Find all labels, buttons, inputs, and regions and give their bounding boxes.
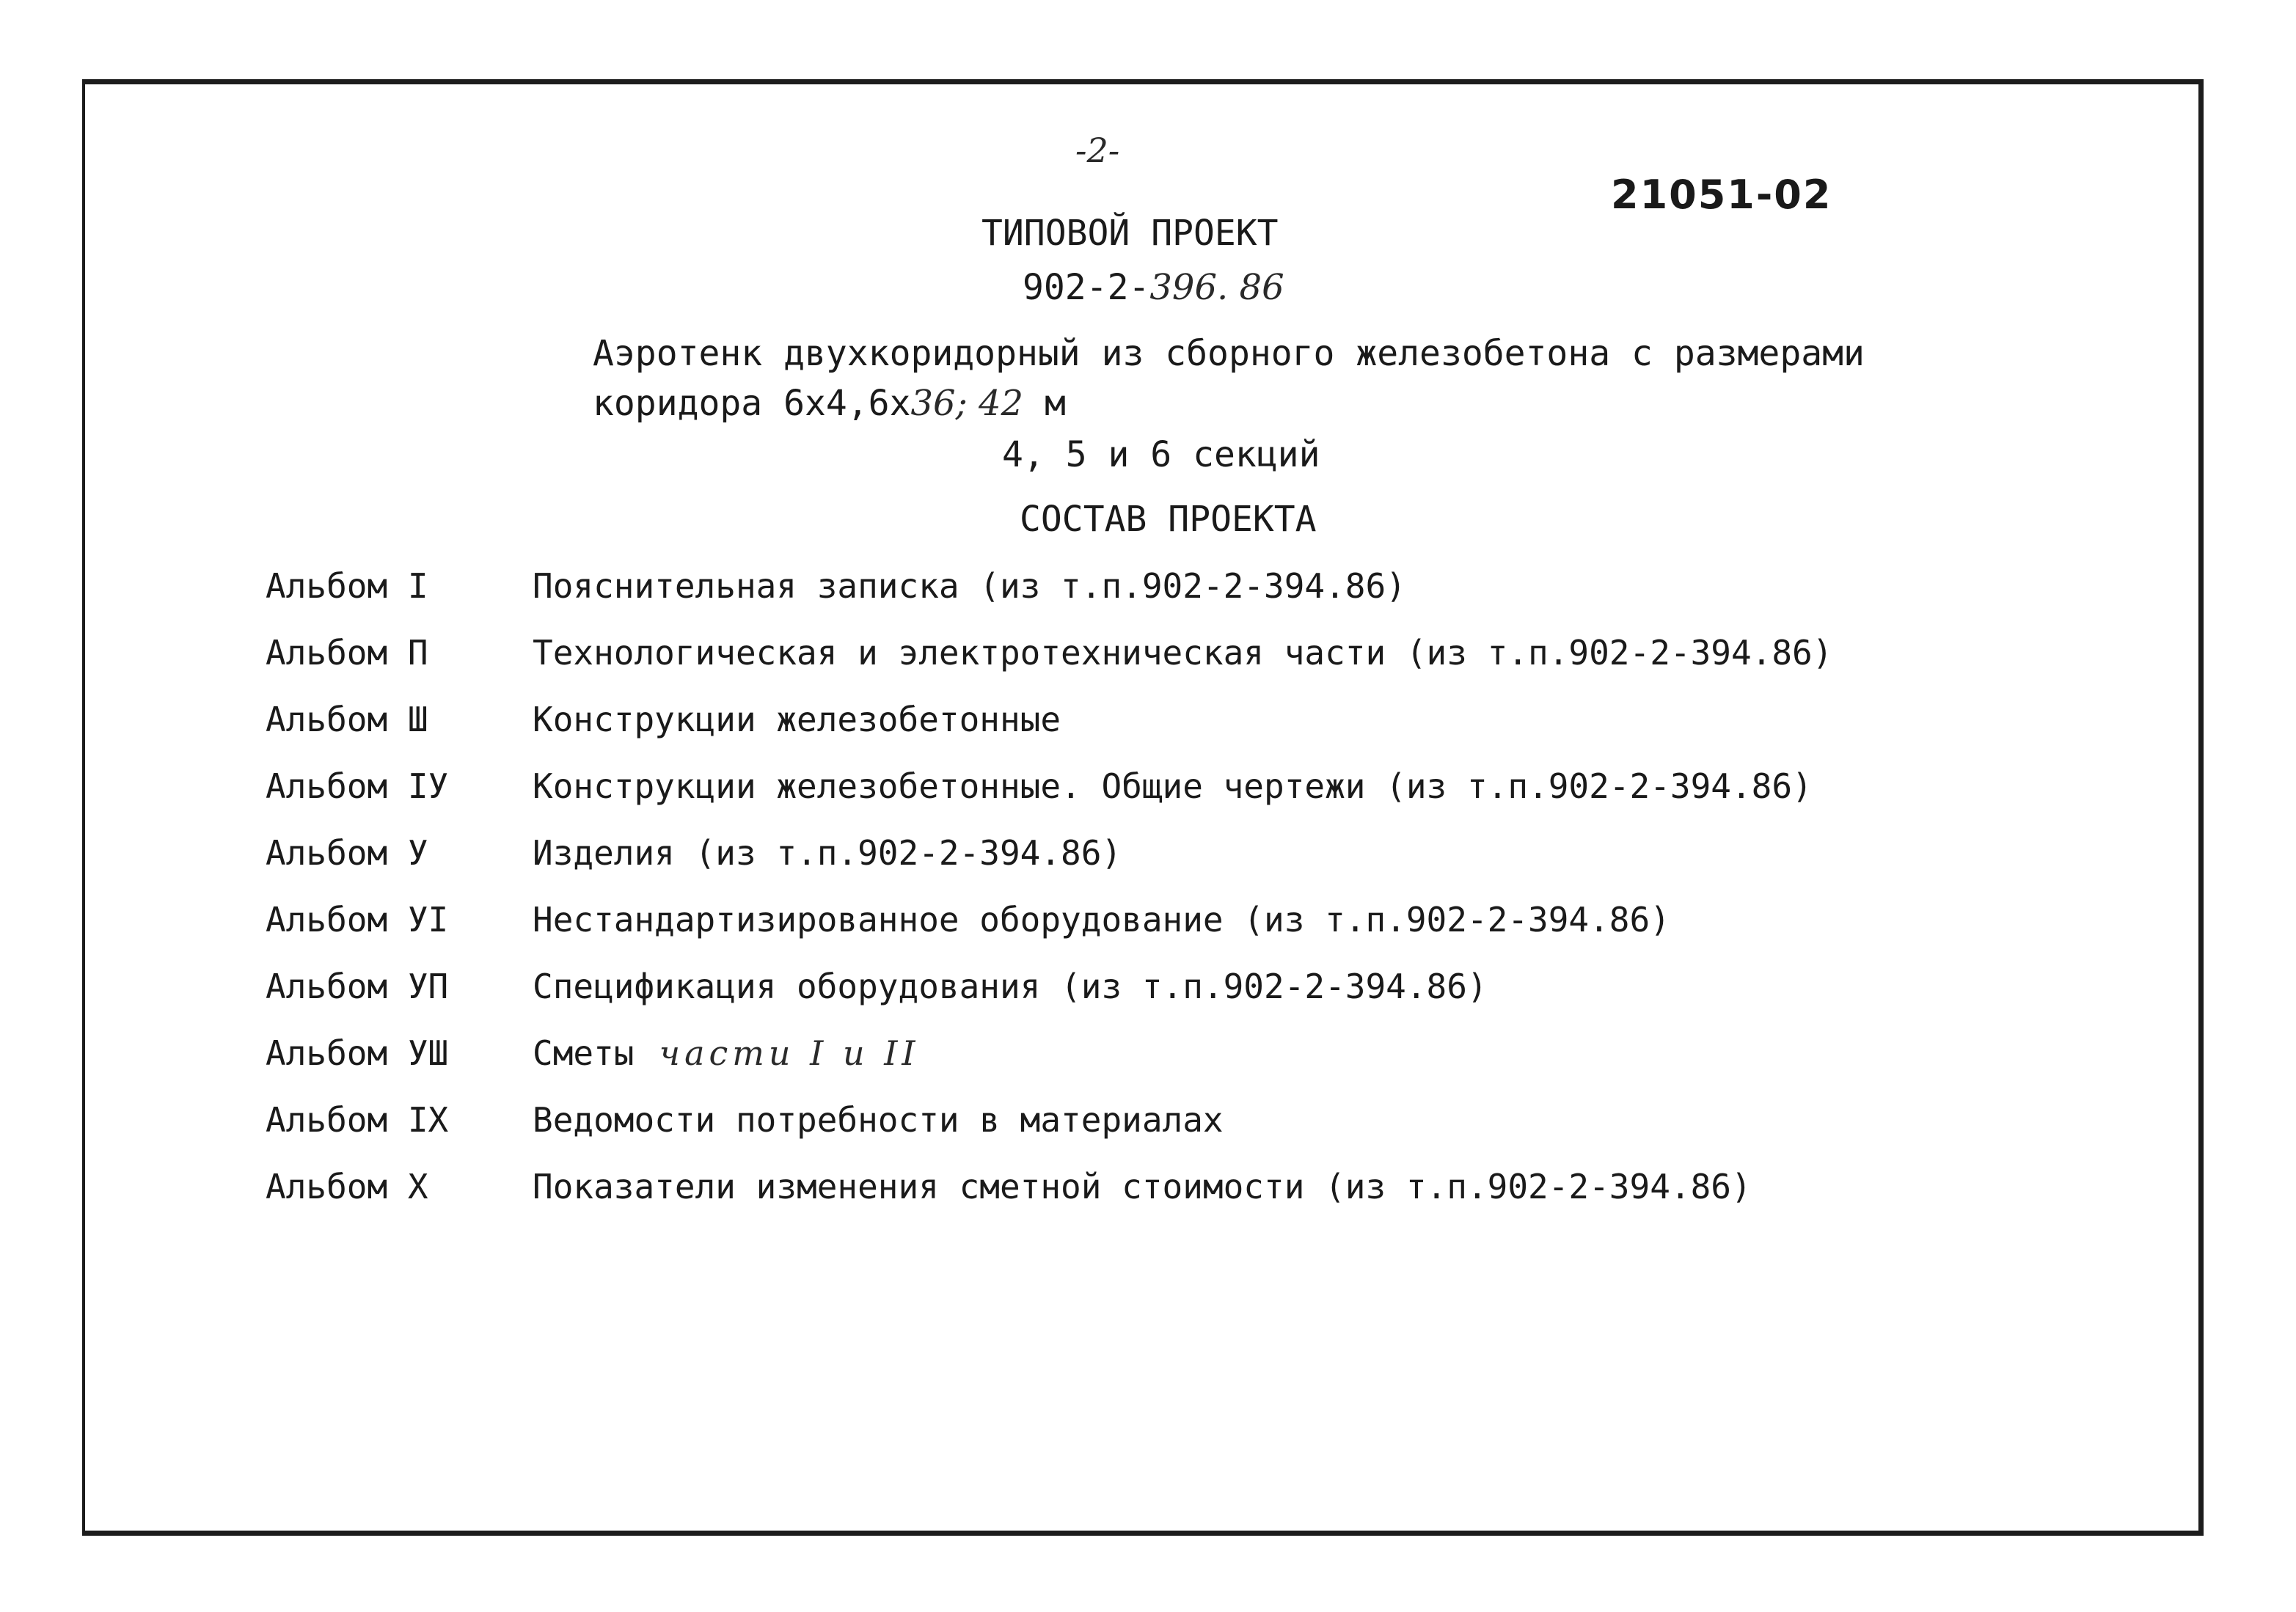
album-title: Нестандартизированное оборудование (из т.п.902-2-394.86)	[533, 900, 1670, 939]
album-list	[266, 566, 2173, 1234]
album-row	[266, 1167, 2173, 1234]
title-line-2-handwritten: 36; 42	[910, 383, 1024, 424]
title-line-1: Аэротенк двухкоридорный из сборного железобетона с размерами	[593, 333, 1865, 374]
album-title: Конструкции железобетонные	[533, 700, 1061, 739]
album-label: Альбом УI	[266, 900, 449, 939]
album-row	[266, 633, 2173, 700]
album-label: Альбом П	[266, 633, 428, 673]
album-label: Альбом IX	[266, 1100, 449, 1140]
title-line-2-prefix: коридора 6х4,6х	[593, 383, 911, 424]
album-label: Альбом I	[266, 566, 428, 606]
album-label: Альбом X	[266, 1167, 428, 1206]
album-row	[266, 1033, 2173, 1100]
project-type: ТИПОВОЙ ПРОЕКТ	[981, 213, 1279, 254]
album-row	[266, 1100, 2173, 1167]
album-label: Альбом Ш	[266, 700, 428, 739]
album-title: Изделия (из т.п.902-2-394.86)	[533, 833, 1122, 873]
composition-heading: СОСТАВ ПРОЕКТА	[1020, 499, 1317, 540]
sections-line: 4, 5 и 6 секций	[1002, 434, 1320, 475]
album-title	[533, 1033, 920, 1073]
album-label: Альбом У	[266, 833, 428, 873]
album-title: Пояснительная записка (из т.п.902-2-394.86)	[533, 566, 1406, 606]
album-title: Конструкции железобетонные. Общие чертежи (из т.п.902-2-394.86)	[533, 766, 1813, 806]
handwritten-note: части I и II	[659, 1033, 920, 1073]
album-row	[266, 833, 2173, 900]
album-row	[266, 900, 2173, 967]
album-row	[266, 566, 2173, 633]
album-label: Альбом УШ	[266, 1033, 449, 1073]
album-row	[266, 967, 2173, 1033]
project-number-handwritten: 396. 86	[1149, 267, 1284, 308]
album-title-text: Сметы	[533, 1033, 635, 1073]
project-number	[1023, 267, 1284, 308]
album-row	[266, 700, 2173, 766]
album-title: Спецификация оборудования (из т.п.902-2-394.86)	[533, 967, 1488, 1006]
album-title: Ведомости потребности в материалах	[533, 1100, 1224, 1140]
page-number: -2-	[1075, 131, 1120, 170]
title-line-2	[593, 383, 1066, 424]
document-code: 21051-02	[1611, 172, 1832, 218]
title-line-2-suffix: м	[1023, 383, 1066, 424]
album-title: Технологическая и электротехническая части (из т.п.902-2-394.86)	[533, 633, 1833, 673]
album-title: Показатели изменения сметной стоимости (из т.п.902-2-394.86)	[533, 1167, 1752, 1206]
album-row	[266, 766, 2173, 833]
album-label: Альбом УП	[266, 967, 449, 1006]
album-label: Альбом IУ	[266, 766, 449, 806]
project-number-prefix: 902-2-	[1023, 267, 1150, 308]
